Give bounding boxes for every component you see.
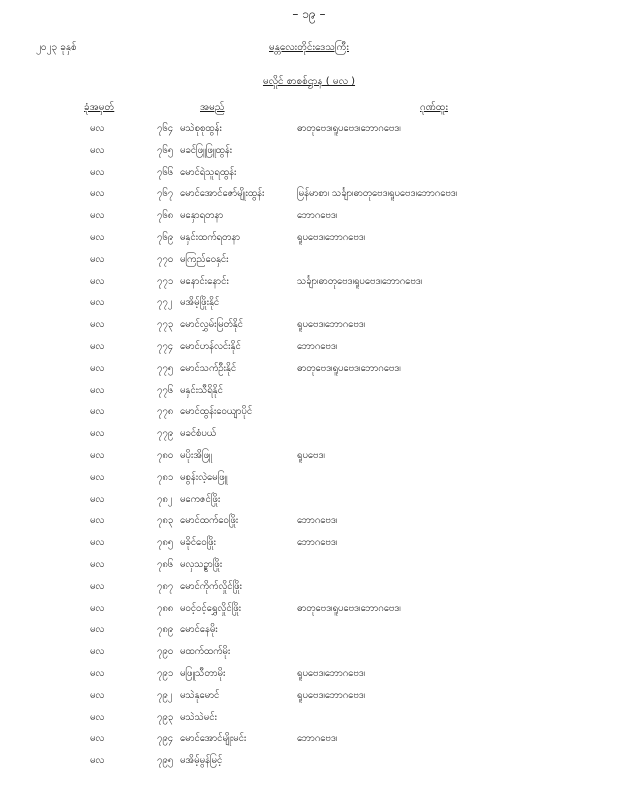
list-item [0,380,618,402]
list-item [0,423,618,445]
row-number: ၇၆၉ [157,231,174,243]
row-qualification: ရူပဗေဒ၊ဘောဂဗေဒ၊ [297,689,366,701]
row-name: မခိုင်ဝေဖြိုး [180,537,216,549]
row-name: မကြည်ဝေနှင်း [180,253,229,265]
row-code: မလ [90,471,105,483]
row-number: ၇၆၇ [157,188,174,200]
list-item [0,401,618,423]
row-number: ၇၇၈ [157,406,174,418]
row-code: မလ [90,210,105,222]
row-qualification: ရူပဗေဒ၊ဘောဂဗေဒ၊ [297,231,366,243]
row-qualification: ရူပဗေဒ၊ဘောဂဗေဒ၊ [297,667,366,679]
row-number: ၇၈၆ [157,558,174,570]
list-item [0,445,618,467]
row-number: ၇၇၂ [157,297,173,309]
row-code: မလ [90,667,105,679]
header-code: ခုံအမှတ် [84,102,115,113]
row-number: ၇၉၂ [157,689,173,701]
list-item [0,510,618,532]
header-qualification: ဂုဏ်ထူး [420,102,448,113]
list-item [0,358,618,380]
row-number: ၇၈၉ [157,624,174,636]
row-name: မနှင်းထက်ရတနာ [180,231,241,243]
row-number: ၇၈၈ [157,602,174,614]
row-qualification: ဘောဂဗေဒ၊ [297,733,338,745]
row-code: မလ [90,319,105,331]
row-code: မလ [90,602,105,614]
row-qualification: ဘောဂဗေဒ၊ [297,515,338,527]
row-name: မအိမ့်ဖြိုးနိုင် [180,297,220,309]
row-qualification: ရူပဗေဒ၊ [297,449,325,461]
list-item [0,707,618,729]
row-code: မလ [90,123,105,134]
row-number: ၇၆၅ [157,144,174,156]
list-item [0,576,618,598]
row-code: မလ [90,449,105,461]
row-name: မောင်အောင်မျိုးမင်း [180,733,247,745]
row-number: ၇၈၂ [157,493,173,505]
row-code: မလ [90,253,105,265]
row-name: မဖြူသီတာမိုး [180,667,226,679]
list-item [0,227,618,249]
row-name: မောင်လွှမ်းမြတ်နိုင် [180,319,243,331]
row-code: မလ [90,188,105,200]
row-code: မလ [90,689,105,701]
row-name: မအိမ့်မွန်မြင့် [180,755,223,767]
list-item [0,249,618,271]
list-item [0,183,618,205]
list-item [0,162,618,184]
row-number: ၇၇၀ [157,253,174,265]
row-number: ၇၇၁ [157,275,174,287]
row-number: ၇၈၃ [157,515,174,527]
row-name: မောင်ထက်ဝေဖြိုး [180,515,239,527]
row-qualification: ဘောဂဗေဒ၊ [297,537,338,549]
row-code: မလ [90,362,105,374]
row-number: ၇၇၄ [157,340,174,352]
row-qualification: ဓာတုဗေဒ၊ရူပဗေဒ၊ဘောဂဗေဒ၊ [297,602,401,614]
row-name: မပိုးအိဖြူ [180,449,212,461]
row-code: မလ [90,428,105,440]
row-code: မလ [90,275,105,287]
row-qualification: မြန်မာစာ၊ သင်္ချာ၊ဓာတုဗေဒ၊ရူပဗေဒ၊ဘောဂဗေဒ၊ [297,188,458,200]
row-name: မောင်ဟန်လင်းနိုင် [180,340,241,352]
row-number: ၇၇၃ [157,319,174,331]
list-item [0,292,618,314]
list-item [0,619,618,641]
row-code: မလ [90,384,105,396]
list-item [0,336,618,358]
row-number: ၇၉၃ [157,711,174,723]
row-name: မခင်ဖြူဖြူထွန်း [180,144,233,156]
row-qualification: ဓာတုဗေဒ၊ရူပဗေဒ၊ဘောဂဗေဒ၊ [297,123,401,134]
row-name: မောင်အောင်ဇော်မျိုးထွန်း [180,188,265,200]
row-code: မလ [90,558,105,570]
row-name: မောင်နေမိုး [180,624,218,636]
row-number: ၇၈၁ [157,471,174,483]
row-qualification: ဓာတုဗေဒ၊ရူပဗေဒ၊ဘောဂဗေဒ၊ [297,362,401,374]
row-code: မလ [90,166,105,178]
row-code: မလ [90,406,105,418]
row-number: ၇၉၁ [157,667,174,679]
row-code: မလ [90,624,105,636]
row-code: မလ [90,515,105,527]
row-name: မနောင်းနောင်း [180,275,229,287]
list-title: မလှိုင် စာစစ်ဌာန ( မလ ) [262,76,356,87]
list-item [0,140,618,162]
row-name: မနှင်းသီရိနိုင် [180,384,223,396]
row-name: မဝင့်ဝင့်ရွှေလှိုင်ဖြိုး [180,602,242,614]
row-name: မကေဇင်ဖြိုး [180,493,221,505]
row-name: မောင်ရဲသူရထွန်း [180,166,237,178]
row-number: ၇၇၆ [157,384,174,396]
row-code: မလ [90,537,105,549]
row-number: ၇၈၅ [157,537,174,549]
row-qualification: ဘောဂဗေဒ၊ [297,210,338,222]
list-item [0,532,618,554]
row-name: မခင်စံပယ် [180,428,217,440]
row-name: မစွန်းလဲ့မေဖြူ [180,471,228,483]
page-number: – ၁၉ – [292,7,326,21]
row-qualification: ဘောဂဗေဒ၊ [297,340,338,352]
row-number: ၇၈၀ [157,449,174,461]
row-code: မလ [90,297,105,309]
row-number: ၇၉၄ [157,733,174,745]
list-item [0,314,618,336]
row-number: ၇၈၇ [157,580,174,592]
row-number: ၇၉၀ [157,646,174,658]
row-qualification: သင်္ချာ၊ဓာတုဗေဒ၊ရူပဗေဒ၊ဘောဂဗေဒ၊ [297,275,423,287]
region-title: မန္တလေးတိုင်းဒေသကြီး [269,42,349,53]
row-name: မသဲသဲမင်း [180,711,217,723]
row-name: မောင်ကိုက်လှိုင်ဖြိုး [180,580,242,592]
row-code: မလ [90,733,105,745]
results-list [0,118,618,772]
row-name: မောင်သက်ဦးနိုင် [180,362,237,374]
list-item [0,728,618,750]
row-code: မလ [90,755,105,767]
row-name: မသဲနုမောင် [180,689,220,701]
list-item [0,118,618,140]
row-code: မလ [90,646,105,658]
row-code: မလ [90,711,105,723]
list-item [0,598,618,620]
row-code: မလ [90,144,105,156]
year-label: ၂၀၂၃ ခုနှစ် [36,42,77,53]
row-number: ၇၉၅ [157,755,174,767]
list-item [0,554,618,576]
list-item [0,467,618,489]
row-name: မလှသဉ္စာဖြိုး [180,558,223,570]
row-name: မောင်ထွန်းဝေယျာပိုင် [180,406,253,418]
list-item [0,750,618,772]
row-name: မထက်ထက်မိုး [180,646,231,658]
row-code: မလ [90,580,105,592]
list-item [0,663,618,685]
column-headers [0,100,618,116]
row-code: မလ [90,493,105,505]
list-item [0,489,618,511]
row-code: မလ [90,340,105,352]
list-item [0,685,618,707]
row-number: ၇၆၆ [157,166,174,178]
row-name: မနှောရတနာ [180,210,224,222]
row-number: ၇၇၉ [157,428,174,440]
row-name: မသဲစုစုထွန်း [180,123,222,134]
list-item [0,271,618,293]
header-name: အမည် [200,102,225,113]
row-number: ၇၆၈ [157,210,174,222]
row-number: ၇၆၄ [157,123,174,134]
row-qualification: ရူပဗေဒ၊ဘောဂဗေဒ၊ [297,319,366,331]
row-code: မလ [90,231,105,243]
list-item [0,641,618,663]
list-item [0,205,618,227]
row-number: ၇၇၅ [157,362,174,374]
